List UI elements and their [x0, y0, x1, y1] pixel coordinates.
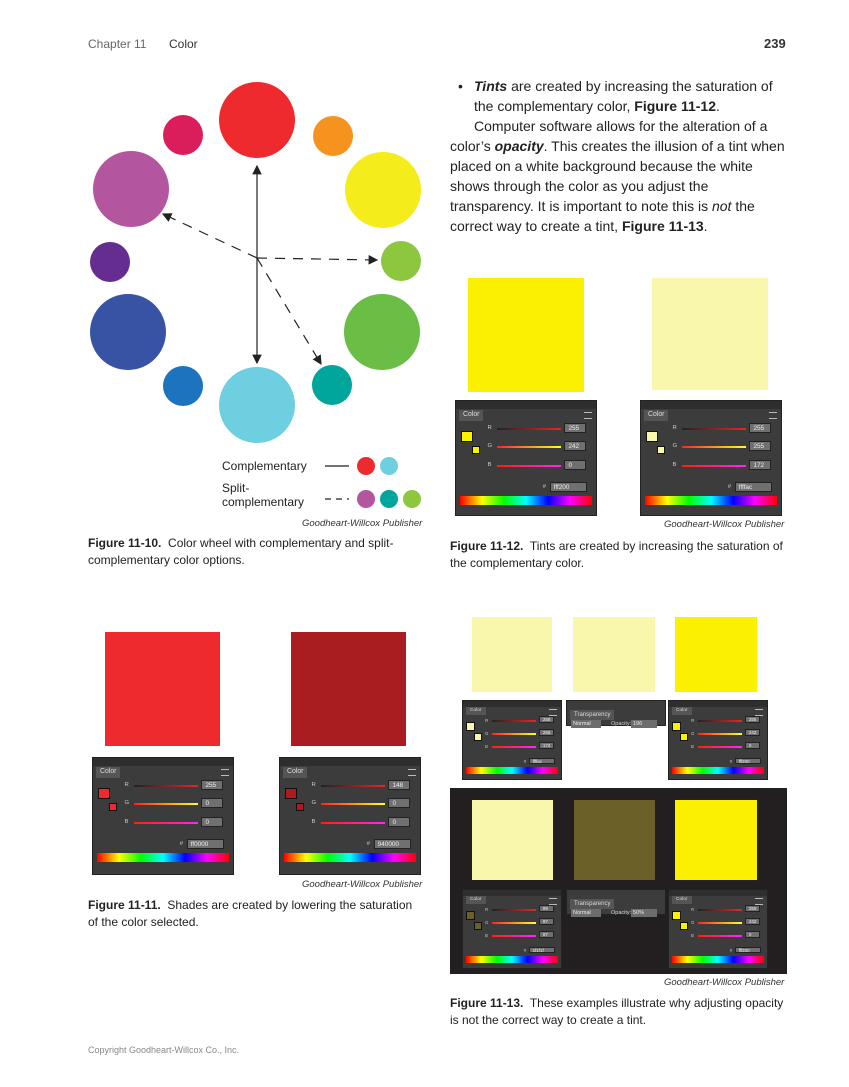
- channel-value-g[interactable]: 0: [388, 798, 410, 808]
- color-spectrum-bar[interactable]: [466, 767, 558, 774]
- channel-slider-b: [134, 822, 197, 824]
- ref-fig12: Figure 11-12: [634, 98, 716, 114]
- channel-label-r: R: [672, 424, 677, 431]
- channel-label-r: R: [485, 906, 489, 912]
- channel-label-b: B: [672, 462, 677, 469]
- foreground-swatch: [98, 788, 110, 800]
- channel-slider-r: [321, 785, 384, 787]
- hex-label: #: [542, 483, 547, 490]
- color-panel-fig12-b[interactable]: [640, 400, 782, 516]
- wheel-lime: [381, 241, 421, 281]
- caption-fig10: [88, 535, 418, 569]
- credit-fig11: Goodheart-Willcox Publisher: [302, 879, 423, 890]
- fig13-swatch-pale-1: [472, 617, 552, 692]
- panel-tab[interactable]: Color: [672, 707, 692, 715]
- channel-label-r: R: [485, 717, 489, 723]
- foreground-swatch: [672, 722, 681, 731]
- channel-value-b[interactable]: 0: [388, 817, 410, 827]
- opacity-value[interactable]: 50%: [631, 909, 657, 917]
- legend-complementary: Complementary: [222, 459, 307, 473]
- channel-value-g[interactable]: 242: [745, 918, 760, 925]
- legend-split: [222, 481, 304, 509]
- channel-value-r[interactable]: 255: [539, 716, 554, 723]
- channel-label-g: G: [487, 443, 493, 450]
- channel-label-g: G: [691, 919, 695, 925]
- color-spectrum-bar[interactable]: [672, 767, 764, 774]
- credit-fig10: Goodheart-Willcox Publisher: [302, 518, 423, 529]
- color-panel-fig13-d[interactable]: [668, 889, 768, 969]
- transparency-tab: Transparency: [570, 899, 614, 909]
- bullet-dot: •: [458, 78, 463, 94]
- foreground-swatch: [466, 911, 475, 920]
- fig12-swatch-yellow: [468, 278, 584, 392]
- foreground-swatch: [285, 788, 297, 800]
- channel-value-b[interactable]: 172: [539, 742, 554, 749]
- color-spectrum-bar[interactable]: [672, 956, 764, 963]
- fig11-number: Figure 11-11.: [88, 898, 161, 912]
- foreground-swatch: [672, 911, 681, 920]
- channel-value-r[interactable]: 255: [201, 780, 223, 790]
- panel-tab[interactable]: Color: [459, 410, 483, 421]
- channel-slider-r: [698, 909, 742, 911]
- blend-mode-select[interactable]: Normal: [571, 909, 601, 917]
- color-spectrum-bar[interactable]: [466, 956, 558, 963]
- legend-split-line2: complementary: [222, 495, 305, 509]
- mini-swatch: [109, 803, 117, 811]
- transparency-panel-fig13-b[interactable]: [566, 889, 666, 915]
- hex-value[interactable]: ffffac: [735, 482, 772, 492]
- panel-top-bar: [280, 758, 420, 766]
- color-panel-fig13-b[interactable]: [668, 700, 768, 780]
- channel-value-g[interactable]: 255: [539, 729, 554, 736]
- mini-swatch: [680, 922, 688, 930]
- ref-fig13: Figure 11-13: [621, 218, 704, 234]
- channel-value-r[interactable]: 255: [564, 423, 586, 433]
- bullet-text: are created by increasing the saturation of the complementary color,: [474, 78, 773, 114]
- color-spectrum-bar[interactable]: [97, 853, 229, 863]
- channel-slider-b: [492, 935, 536, 937]
- panel-menu-icon[interactable]: [769, 412, 777, 419]
- fig11-swatch-darkred: [291, 632, 406, 746]
- color-panel-fig13-a[interactable]: [462, 700, 562, 780]
- credit-fig12: Goodheart-Willcox Publisher: [664, 519, 785, 530]
- fig13-number: Figure 11-13.: [450, 996, 524, 1010]
- channel-slider-r: [134, 785, 197, 787]
- channel-value-g[interactable]: 87: [539, 918, 554, 925]
- opacity-value[interactable]: 196: [631, 720, 657, 728]
- body-text: [450, 76, 790, 236]
- channel-slider-b: [321, 822, 384, 824]
- channel-slider-g: [134, 803, 197, 805]
- hex-value[interactable]: ff0000: [187, 839, 224, 849]
- fig12-swatch-pale: [652, 278, 768, 390]
- channel-value-g[interactable]: 242: [564, 441, 586, 451]
- legend-split-line1: Split-: [222, 481, 250, 495]
- opacity-label: Opacity:: [611, 721, 632, 727]
- para-end: .: [703, 218, 708, 234]
- channel-slider-r: [492, 720, 536, 722]
- channel-value-b[interactable]: 0: [745, 742, 760, 749]
- term-not: not: [711, 198, 732, 214]
- mini-swatch: [474, 922, 482, 930]
- panel-menu-icon[interactable]: [221, 769, 229, 776]
- hex-label: #: [523, 758, 527, 764]
- hex-value[interactable]: 1f1f1f: [529, 947, 555, 954]
- para-a: Computer software allows for the alteration of a color’s: [450, 118, 768, 154]
- transparency-tab: Transparency: [570, 710, 614, 720]
- channel-slider-r: [698, 720, 742, 722]
- hex-value[interactable]: fff200: [550, 482, 587, 492]
- channel-value-r[interactable]: 255: [745, 905, 760, 912]
- channel-label-r: R: [487, 424, 492, 431]
- para-b: . This creates the illusion of a tint when placed on a white background because the white shows through the color as you adjust the transparency. It is important to note this is: [450, 138, 785, 214]
- fig13-swatch-yellow-1: [675, 617, 757, 692]
- panel-tab[interactable]: Color: [672, 896, 692, 904]
- mini-swatch: [657, 446, 665, 454]
- panel-tab[interactable]: Color: [466, 707, 486, 715]
- hex-value[interactable]: 940000: [374, 839, 411, 849]
- fig13-swatch-olive: [574, 800, 655, 880]
- channel-value-b[interactable]: 0: [201, 817, 223, 827]
- color-spectrum-bar[interactable]: [284, 853, 416, 863]
- mini-swatch: [296, 803, 304, 811]
- wheel-navy: [90, 294, 166, 370]
- chapter-label: Chapter 11: [88, 37, 147, 51]
- channel-slider-b: [698, 746, 742, 748]
- credit-fig13: Goodheart-Willcox Publisher: [664, 977, 785, 988]
- wheel-yellow: [345, 152, 421, 228]
- wheel-green: [344, 294, 420, 370]
- channel-slider-b: [698, 935, 742, 937]
- channel-value-r[interactable]: 148: [388, 780, 410, 790]
- fig12-number: Figure 11-12.: [450, 539, 524, 553]
- channel-label-b: B: [485, 743, 488, 749]
- channel-label-g: G: [485, 730, 489, 736]
- channel-value-r[interactable]: 255: [749, 423, 771, 433]
- color-panel-fig12-a[interactable]: [455, 400, 597, 516]
- term-opacity: opacity: [494, 138, 544, 154]
- channel-slider-b: [497, 465, 560, 467]
- footer-copyright: Copyright Goodheart-Willcox Co., Inc.: [88, 1045, 240, 1055]
- wheel-purple: [90, 242, 130, 282]
- channel-label-b: B: [691, 743, 694, 749]
- wheel-blue: [163, 366, 203, 406]
- channel-label-b: B: [691, 932, 694, 938]
- channel-slider-g: [492, 922, 536, 924]
- channel-label-g: G: [124, 800, 130, 807]
- channel-slider-g: [698, 922, 742, 924]
- fig11-text: Shades are created by lowering the saturation of the color selected.: [88, 898, 413, 929]
- fig13-swatch-pale-2: [573, 617, 655, 692]
- channel-label-g: G: [485, 919, 489, 925]
- panel-top-bar: [463, 890, 561, 896]
- hex-value[interactable]: fff200: [735, 947, 761, 954]
- fig13-text: These examples illustrate why adjusting opacity is not the correct way to create a tint.: [450, 996, 784, 1027]
- color-panel-fig11-a[interactable]: [92, 757, 234, 875]
- foreground-swatch: [461, 431, 473, 443]
- hex-label: #: [366, 840, 371, 847]
- panel-tab[interactable]: Color: [466, 896, 486, 904]
- mini-swatch: [474, 733, 482, 741]
- channel-value-g[interactable]: 255: [749, 441, 771, 451]
- hex-label: #: [179, 840, 184, 847]
- panel-top-bar: [641, 401, 781, 409]
- fig10-number: Figure 11-10.: [88, 536, 162, 550]
- fig11-swatch-red: [105, 632, 220, 746]
- channel-value-g[interactable]: 242: [745, 729, 760, 736]
- channel-slider-g: [321, 803, 384, 805]
- channel-value-b[interactable]: 0: [564, 460, 586, 470]
- mini-swatch: [472, 446, 480, 454]
- color-spectrum-bar[interactable]: [645, 496, 777, 506]
- channel-slider-g: [682, 446, 745, 448]
- page-number: 239: [764, 36, 786, 51]
- panel-menu-icon[interactable]: [408, 769, 416, 776]
- hex-label: #: [729, 758, 733, 764]
- bullet-end: .: [716, 98, 720, 114]
- panel-menu-icon[interactable]: [755, 898, 763, 905]
- panel-top-bar: [456, 401, 596, 409]
- channel-value-g[interactable]: 0: [201, 798, 223, 808]
- fig10-text: Color wheel with complementary and split-complementary color options.: [88, 536, 394, 567]
- channel-slider-b: [682, 465, 745, 467]
- channel-slider-g: [492, 733, 536, 735]
- channel-label-b: B: [487, 462, 492, 469]
- hex-value[interactable]: ffffac: [529, 758, 555, 765]
- hex-label: #: [523, 947, 527, 953]
- fig13-swatch-pale-3: [472, 800, 553, 880]
- channel-slider-r: [492, 909, 536, 911]
- channel-label-b: B: [485, 932, 488, 938]
- foreground-swatch: [646, 431, 658, 443]
- channel-label-b: B: [311, 819, 316, 826]
- channel-value-r[interactable]: 255: [745, 716, 760, 723]
- channel-label-r: R: [311, 781, 316, 788]
- hex-value[interactable]: fff200: [735, 758, 761, 765]
- fig13-swatch-yellow-2: [675, 800, 757, 880]
- panel-tab[interactable]: Color: [644, 410, 668, 421]
- transparency-panel-fig13-a[interactable]: [566, 700, 666, 726]
- fig12-text: Tints are created by increasing the saturation of the complementary color.: [450, 539, 783, 570]
- channel-label-r: R: [124, 781, 129, 788]
- channel-slider-r: [682, 428, 745, 430]
- section-label: Color: [169, 37, 198, 51]
- caption-fig13: [450, 995, 790, 1029]
- channel-value-b[interactable]: 172: [749, 460, 771, 470]
- channel-label-g: G: [311, 800, 317, 807]
- blend-mode-select[interactable]: Normal: [571, 720, 601, 728]
- panel-top-bar: [93, 758, 233, 766]
- panel-tab[interactable]: Color: [283, 767, 307, 778]
- panel-menu-icon[interactable]: [549, 898, 557, 905]
- panel-menu-icon[interactable]: [549, 709, 557, 716]
- color-panel-fig11-b[interactable]: [279, 757, 421, 875]
- panel-top-bar: [669, 890, 767, 896]
- opacity-label: Opacity:: [611, 910, 632, 916]
- color-spectrum-bar[interactable]: [460, 496, 592, 506]
- wheel-sky: [219, 367, 295, 443]
- channel-label-g: G: [691, 730, 695, 736]
- panel-menu-icon[interactable]: [584, 412, 592, 419]
- channel-slider-g: [698, 733, 742, 735]
- wheel-magenta: [163, 115, 203, 155]
- wheel-red: [219, 82, 295, 158]
- wheel-orange: [313, 116, 353, 156]
- caption-fig11: [88, 897, 423, 931]
- channel-slider-r: [497, 428, 560, 430]
- channel-value-b[interactable]: 87: [539, 931, 554, 938]
- channel-slider-g: [497, 446, 560, 448]
- wheel-teal: [312, 365, 352, 405]
- channel-value-r[interactable]: 99: [539, 905, 554, 912]
- color-wheel-figure: [85, 78, 430, 518]
- color-panel-fig13-c[interactable]: [462, 889, 562, 969]
- term-tints: Tints: [474, 78, 508, 94]
- channel-label-b: B: [124, 819, 129, 826]
- channel-label-r: R: [691, 906, 695, 912]
- hex-label: #: [727, 483, 732, 490]
- channel-value-b[interactable]: 0: [745, 931, 760, 938]
- mini-swatch: [680, 733, 688, 741]
- channel-label-r: R: [691, 717, 695, 723]
- caption-fig12: [450, 538, 790, 572]
- panel-top-bar: [669, 701, 767, 707]
- channel-slider-b: [492, 746, 536, 748]
- panel-top-bar: [463, 701, 561, 707]
- wheel-violet: [93, 151, 169, 227]
- panel-tab[interactable]: Color: [96, 767, 120, 778]
- panel-menu-icon[interactable]: [755, 709, 763, 716]
- hex-label: #: [729, 947, 733, 953]
- channel-label-g: G: [672, 443, 678, 450]
- foreground-swatch: [466, 722, 475, 731]
- para-c: the correct way to create a tint,: [450, 198, 755, 234]
